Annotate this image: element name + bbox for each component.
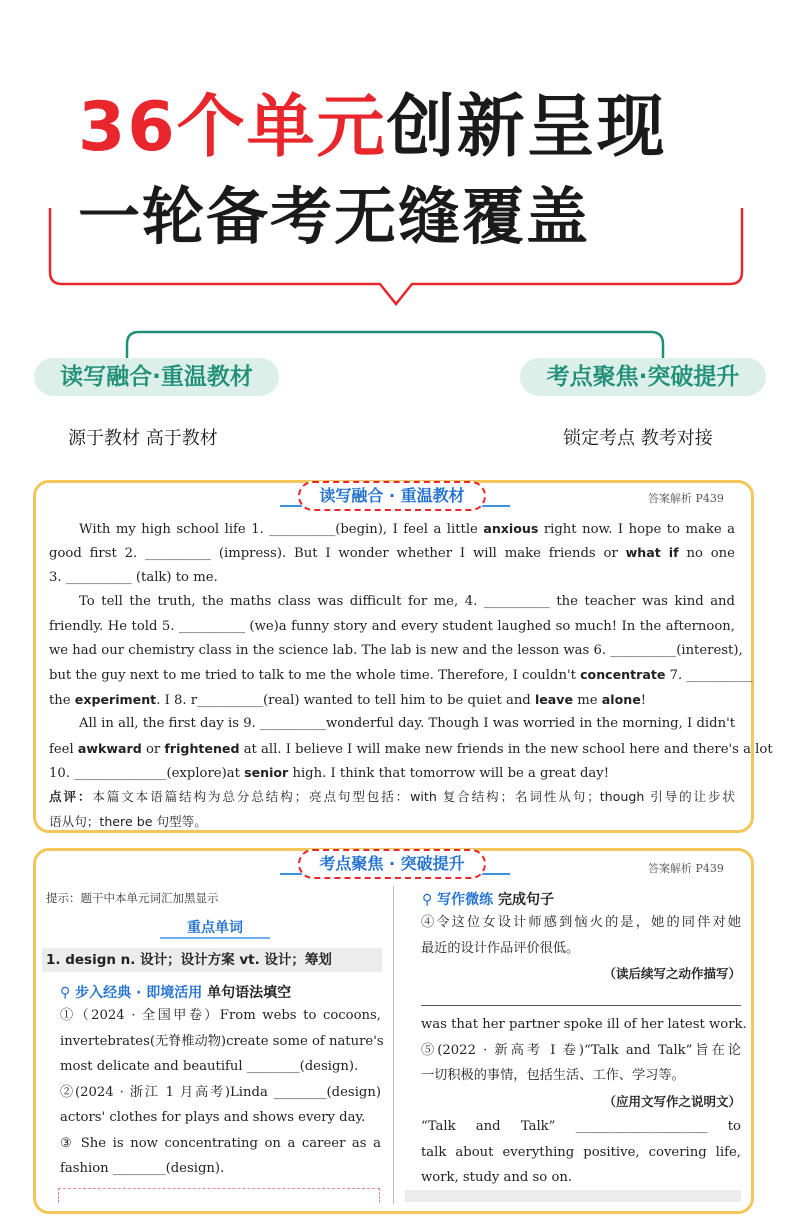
passage-line: With my high school life 1. __________(begin), I feel a little anxious right now. I hope to make a (79, 521, 735, 537)
headline-line2: 一轮备考无缝覆盖 (78, 180, 591, 253)
column-divider (393, 886, 394, 1204)
left-section-header (60, 982, 291, 1002)
key-words-title: 重点单词 (187, 920, 243, 936)
right-exercises (421, 910, 747, 1191)
card1-title: 读写融合 · 重温教材 (298, 481, 486, 511)
exercise-line: actors' clothes for plays and shows every day. (60, 1110, 366, 1125)
exercise-line: ③ She is now concentrating on a career as a (60, 1135, 381, 1151)
key-words-underline (160, 937, 270, 939)
exercise-line: was that her partner spoke ill of her latest work. (421, 1017, 747, 1032)
left-section-task: 单句语法填空 (207, 985, 292, 1001)
exercise-line: ①（2024 · 全国甲卷）From webs to cocoons, (60, 1008, 381, 1023)
right-section-title: 写作微练 (437, 892, 494, 908)
exercise-tag: （应用文写作之说明文） (603, 1093, 741, 1109)
hint-text: 提示：题干中本单元词汇加黑显示 (46, 891, 219, 905)
bulb-icon: ⚲ (60, 985, 71, 1001)
passage-line: To tell the truth, the maths class was difficult for me, 4. __________ the teacher was kind and (79, 594, 735, 610)
left-section-title: 步入经典 · 即境活用 (75, 985, 203, 1001)
right-section-header (422, 889, 554, 909)
bulb-icon: ⚲ (422, 892, 433, 908)
exercise-line: work, study and so on. (421, 1170, 573, 1185)
left-tag-subtitle: 源于教材 高于教材 (68, 428, 218, 449)
word-entry: 1. design n. 设计；设计方案 vt. 设计；筹划 (42, 948, 382, 972)
right-tag-subtitle: 锁定考点 教考对接 (563, 428, 713, 449)
exercise-line: 最近的设计作品评价很低。 (421, 940, 580, 956)
left-exercises (60, 1003, 384, 1182)
speech-bracket-decoration (0, 0, 790, 320)
note-label: 点评： (49, 789, 93, 805)
passage-line: the experiment. I 8. r__________(real) wanted to tell him to be quiet and leave me alone! (49, 691, 647, 708)
exercise-line: ⑤(2022 · 新高考 I 卷)“Talk and Talk”旨在论 (421, 1042, 741, 1058)
exercise-line: “Talk and Talk” ____________________ to (421, 1119, 741, 1134)
exercise-line: invertebrates(无脊椎动物)create some of nature's (60, 1033, 384, 1049)
exercise-tag: （读后续写之动作描写） (603, 966, 741, 981)
passage-line: friendly. He told 5. __________ (we)a funny story and every student laughed so much! In the afternoon, (49, 618, 735, 634)
card1-note-line: 点评：本篇文本语篇结构为总分总结构；亮点句型包括：with 复合结构；名词性从句；though 引导的让步状 (49, 789, 736, 805)
exercise-line: ④令这位女设计师感到恼火的是，她的同伴对她 (421, 915, 741, 930)
cutoff-bar-decoration (405, 1190, 741, 1202)
card1-passage (49, 517, 773, 834)
card1-answer-ref: 答案解析 P439 (648, 492, 724, 505)
right-section-task: 完成句子 (498, 892, 555, 908)
passage-line: 3. __________ (talk) to me. (49, 569, 218, 585)
passage-line: good first 2. __________ (impress). But I wonder whether I will make friends or what if no one (49, 545, 735, 562)
exercise-line: talk about everything positive, covering life, (421, 1144, 741, 1160)
headline-black-part: 创新呈现 (386, 88, 667, 167)
exercise-line: fashion ________(design). (60, 1161, 225, 1176)
passage-line: we had our chemistry class in the science lab. The lab is new and the lesson was 6. __________(interest), (49, 642, 743, 658)
headline-red-part: 36个单元 (78, 88, 387, 167)
right-tag-pill: 考点聚焦·突破提升 (520, 358, 766, 396)
passage-line: 10. ______________(explore)at senior high. I think that tomorrow will be a great day! (49, 764, 610, 781)
cutoff-box-decoration (58, 1188, 380, 1203)
card2-answer-ref: 答案解析 P439 (648, 862, 724, 875)
answer-blank-line (421, 987, 741, 1013)
exercise-line: ②(2024 · 浙江 1 月高考)Linda ________(design) (60, 1084, 381, 1100)
exercise-line: most delicate and beautiful ________(design). (60, 1059, 359, 1074)
card2-title: 考点聚焦 · 突破提升 (298, 849, 486, 879)
passage-line: but the guy next to me tried to talk to me the whole time. Therefore, I couldn't concentrate 7. __________ (49, 667, 753, 684)
card1-note-line: 语从句；there be 句型等。 (49, 813, 207, 829)
passage-line: feel awkward or frightened at all. I believe I will make new friends in the new school here and there's a lot (49, 740, 773, 757)
left-tag-pill: 读写融合·重温教材 (34, 358, 279, 396)
passage-line: All in all, the first day is 9. __________wonderful day. Though I was worried in the morning, I didn't (79, 716, 735, 732)
exercise-line: 一切积极的事情，包括生活、工作、学习等。 (421, 1068, 685, 1083)
